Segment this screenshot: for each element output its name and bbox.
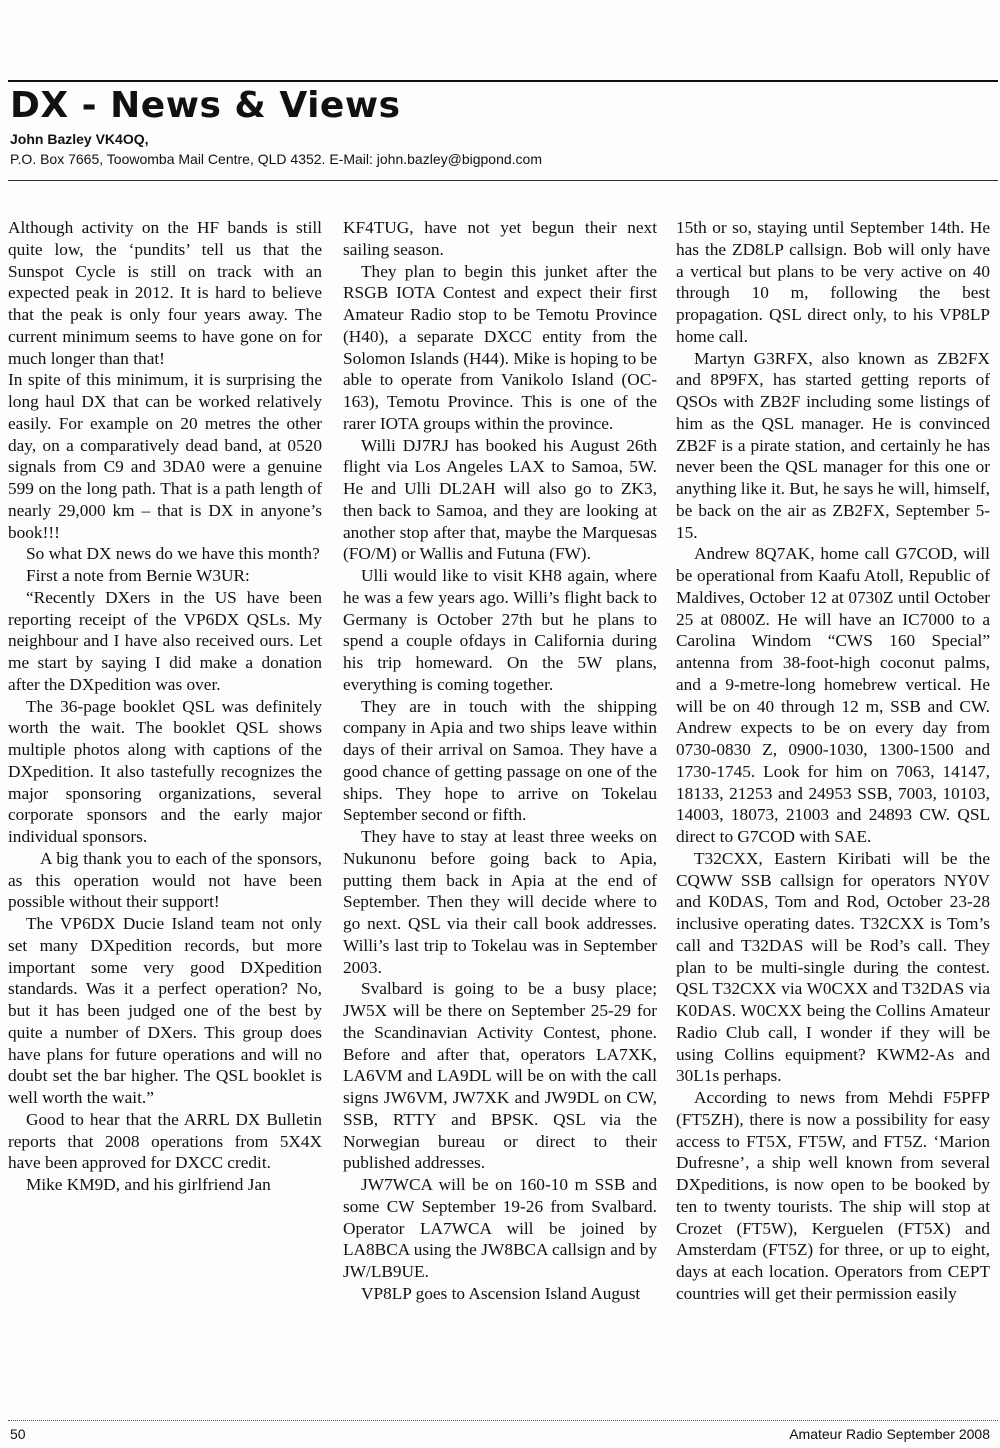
paragraph: Ulli would like to visit KH8 again, where he was a few years ago. Willi’s flight back to Germany is October 27th but he plans to spend a couple ofdays in California during his trip homeward. On the 5W plans, everything is coming together.: [343, 566, 657, 694]
column-1: [8, 217, 322, 1196]
column-3: [676, 217, 990, 1305]
paragraph: Although activity on the HF bands is still quite low, the ‘pundits’ tell us that the Sunspot Cycle is still on track with an expected peak in 2012. It is hard to believe that the peak is only four years away. The current minimum seems to have gone on for much longer than that!: [8, 218, 322, 368]
paragraph: JW7WCA will be on 160-10 m SSB and some CW September 19-26 from Svalbard. Operator LA7WCA will be joined by LA8BCA using the JW8BCA callsign and by JW/LB9UE.: [343, 1175, 657, 1281]
paragraph: Andrew 8Q7AK, home call G7COD, will be operational from Kaafu Atoll, Republic of Maldives, October 12 at 0730Z until October 25 at 0800Z. He will have an IC7000 to a Carolina Windom “CWS 160 Special” antenna from 38-foot-high coconut palms, and a 9-metre-long homebrew vertical. He will be on 40 through 12 m, SSB and CW. Andrew expects to be on every day from 0730-0830 Z, 0900-1030, 1300-1500 and 1730-1745. Look for him on 7063, 14147, 18133, 21253 and 24953 SSB, 7003, 10103, 14003, 18073, 21003 and 24893 CW. QSL direct to G7COD with SAE.: [676, 544, 990, 846]
paragraph: Mike KM9D, and his girlfriend Jan: [26, 1175, 271, 1194]
column-2: [343, 217, 657, 1305]
paragraph: Willi DJ7RJ has booked his August 26th flight via Los Angeles LAX to Samoa, 5W. He and Ulli DL2AH will also go to ZK3, then back to Samoa, and they are looking at another stop after that, maybe the Marquesas (FO/M) or Wallis and Futuna (FW).: [343, 435, 657, 564]
paragraph: Svalbard is going to be a busy place; JW5X will be there on September 25-29 for the Scandinavian Activity Contest, phone. Before and after that, operators LA7XK, LA6VM and LA9DL will be on with the call signs JW6VM, JW7XK and JW9DL on CW, SSB, RTTY and BPSK. QSL via the Norwegian bureau or direct to their published addresses.: [343, 979, 657, 1173]
header-rule: [8, 180, 998, 181]
magazine-issue: Amateur Radio September 2008: [789, 1426, 990, 1442]
paragraph: Good to hear that the ARRL DX Bulletin reports that 2008 operations from 5X4X have been approved for DXCC credit.: [8, 1109, 322, 1173]
footer-rule: [8, 1420, 998, 1421]
paragraph: Martyn G3RFX, also known as ZB2FX and 8P9FX, has started getting reports of QSOs with ZB2F including some listings of him as the QSL manager. He is convinced ZB2F is a pirate station, and certainly he has never been the QSL manager for this one or anything like it. But, he says he will, himself, be back on the air as ZB2FX, September 5-15.: [676, 348, 990, 542]
paragraph: First a note from Bernie W3UR:: [26, 566, 250, 585]
author-name: John Bazley VK4OQ,: [10, 131, 149, 147]
paragraph: So what DX news do we have this month?: [26, 544, 320, 564]
paragraph: T32CXX, Eastern Kiribati will be the CQWW SSB callsign for operators NY0V and K0DAS, Tom and Rod, October 23-28 inclusive operating dates. T32CXX is Tom’s call and T32DAS will be Rod’s call. They plan to be multi-single during the contest. QSL T32CXX via W0CXX and T32DAS via K0DAS. W0CXX being the Collins Amateur Radio Club call, I wonder if they will be using Collins equipment? KWM2-As and 30L1s perhaps.: [676, 848, 990, 1086]
author-address: P.O. Box 7665, Toowomba Mail Centre, QLD 4352. E-Mail: john.bazley@bigpond.com: [10, 151, 542, 167]
paragraph: KF4TUG, have not yet begun their next sailing season.: [343, 218, 657, 259]
paragraph: VP8LP goes to Ascension Island August: [361, 1283, 641, 1303]
top-rule: [8, 80, 998, 82]
page-number: 50: [10, 1426, 26, 1442]
paragraph: They have to stay at least three weeks on Nukunonu before going back to Apia, putting them back in Apia at the end of September. Then they will decide where to go next. QSL via their call book addresses. Willi’s last trip to Tokelau was in September 2003.: [343, 827, 657, 977]
paragraph: 15th or so, staying until September 14th. He has the ZD8LP callsign. Bob will only have a vertical but plans to be very active on 40 through 10 m, following the best propagation. QSL direct only, to his VP8LP home call.: [676, 218, 990, 346]
paragraph: The VP6DX Ducie Island team not only set many DXpedition records, but more important some very good DXpedition standards. Was it a perfect operation? No, but it has been judged one of the best by quite a number of DXers. This group does have plans for future operations and will no doubt set the bar higher. The QSL booklet is well worth the wait.”: [8, 914, 322, 1107]
paragraph: “Recently DXers in the US have been reporting receipt of the VP6DX QSLs. My neighbour and I have also received ours. Let me start by saying I did make a donation after the DXpedition was over.: [8, 587, 322, 694]
page-title: DX - News & Views: [10, 85, 401, 126]
paragraph: The 36-page booklet QSL was definitely worth the wait. The booklet QSL shows multiple photos along with captions of the DXpedition. It also tastefully recognizes the major sponsoring organizations, several corporate sponsors and the early major individual sponsors.: [8, 696, 322, 846]
paragraph: According to news from Mehdi F5PFP (FT5ZH), there is now a possibility for easy access to FT5X, FT5W, and FT5Z. ‘Marion Dufresne’, a ship well known from several DXpeditions, is now open to be booked by ten to twenty tourists. The ship will stop at Crozet (FT5W), Kerguelen (FT5X) and Amsterdam (FT5Z) for three, or up to eight, days at each location. Operators from CEPT countries will get their permission easily: [676, 1088, 990, 1303]
paragraph: In spite of this minimum, it is surprising the long haul DX that can be worked relatively easily. For example on 20 metres the other day, on a comparatively dead band, at 0520 signals from C9 and 3DA0 were a genuine 599 on the long path. That is a path length of nearly 29,000 km – that is DX in anyone’s book!!!: [8, 370, 322, 542]
paragraph: A big thank you to each of the sponsors, as this operation would not have been possible without their support!: [8, 848, 322, 912]
paragraph: They are in touch with the shipping company in Apia and two ships leave within days of their arrival on Samoa. They have a good chance of getting passage on one of the ships. They hope to arrive on Tokelau September second or fifth.: [343, 696, 657, 825]
paragraph: They plan to begin this junket after the RSGB IOTA Contest and expect their first Amateur Radio stop to be Temotu Province (H40), a separate DXCC entity from the Solomon Islands (H44). Mike is hoping to be able to operate from Vanikolo Island (OC-163), Temotu Province. This is one of the rarer IOTA groups within the province.: [343, 261, 657, 433]
